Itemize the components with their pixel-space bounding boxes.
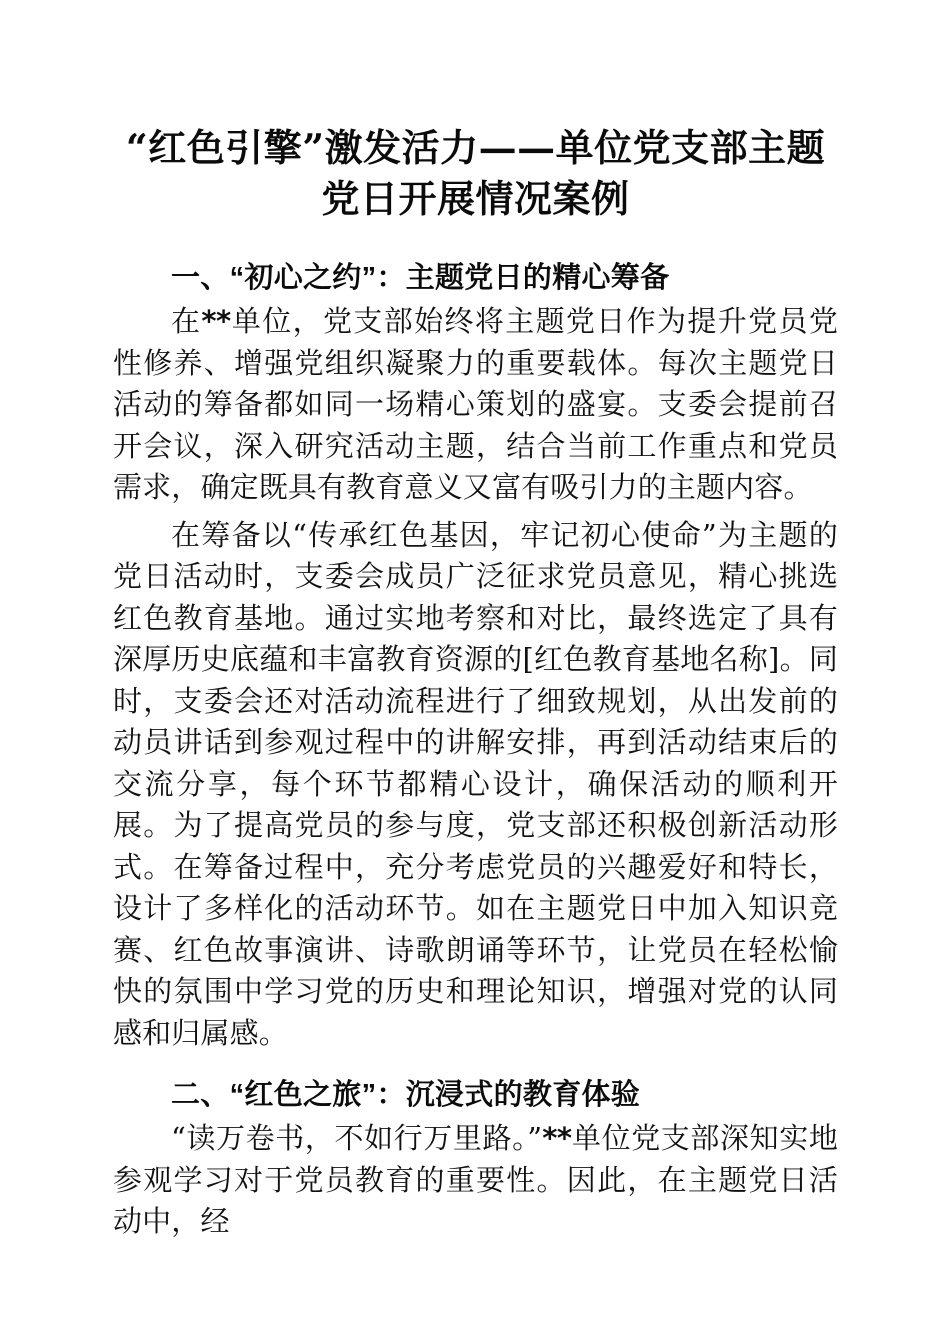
section-heading-1: 一、“初心之约”：主题党日的精心筹备 bbox=[171, 262, 670, 294]
redacted-unit-name: ** bbox=[542, 1121, 572, 1155]
paragraph-text-rest: 单位党支部深知实地参观学习对于党员教育的重要性。因此，在主题党日活动中，经 bbox=[113, 1121, 838, 1238]
redacted-unit-name: ** bbox=[201, 304, 231, 338]
paragraph-1-1 bbox=[113, 299, 838, 509]
paragraph-text-prefix: “读万卷书，不如行万里路。” bbox=[171, 1121, 543, 1155]
paragraph-text-prefix: 在 bbox=[171, 304, 202, 338]
paragraph-1-2 bbox=[113, 509, 838, 1055]
placeholder-red-education-base-name: [红色教育基地名称] bbox=[522, 642, 780, 676]
paragraph-text-rest: 。同时，支委会还对活动流程进行了细致规划，从出发前的动员讲话到参观过程中的讲解安排，再到活动结束后的交流分享，每个环节都精心设计，确保活动的顺利开展。为了提高党员的参与度，党支部还积极创新活动形式。在筹备过程中，充分考虑党员的兴趣爱好和特长，设计了多样化的活动环节。如在主题党日中加入知识竞赛、红色故事演讲、诗歌朗诵等环节，让党员在轻松愉快的氛围中学习党的历史和理论知识，增强对党的认同感和归属感。 bbox=[113, 642, 838, 1050]
paragraph-text-rest: 单位，党支部始终将主题党日作为提升党员党性修养、增强党组织凝聚力的重要载体。每次主题党日活动的筹备都如同一场精心策划的盛宴。支委会提前召开会议，深入研究活动主题，结合当前工作重点和党员需求，确定既具有教育意义又富有吸引力的主题内容。 bbox=[113, 304, 838, 504]
page-title: “红色引擎”激发活力——单位党支部主题党日开展情况案例 bbox=[125, 125, 826, 221]
paragraph-text-prefix: 在筹备以“传承红色基因，牢记初心使命”为主题的党日活动时，支委会成员广泛征求党员意见，精心挑选红色教育基地。通过实地考察和对比，最终选定了具有深厚历史底蕴和丰富教育资源的 bbox=[113, 517, 838, 676]
section-heading-2: 二、“红色之旅”：沉浸式的教育体验 bbox=[171, 1079, 641, 1111]
paragraph-2-1 bbox=[113, 1116, 838, 1243]
